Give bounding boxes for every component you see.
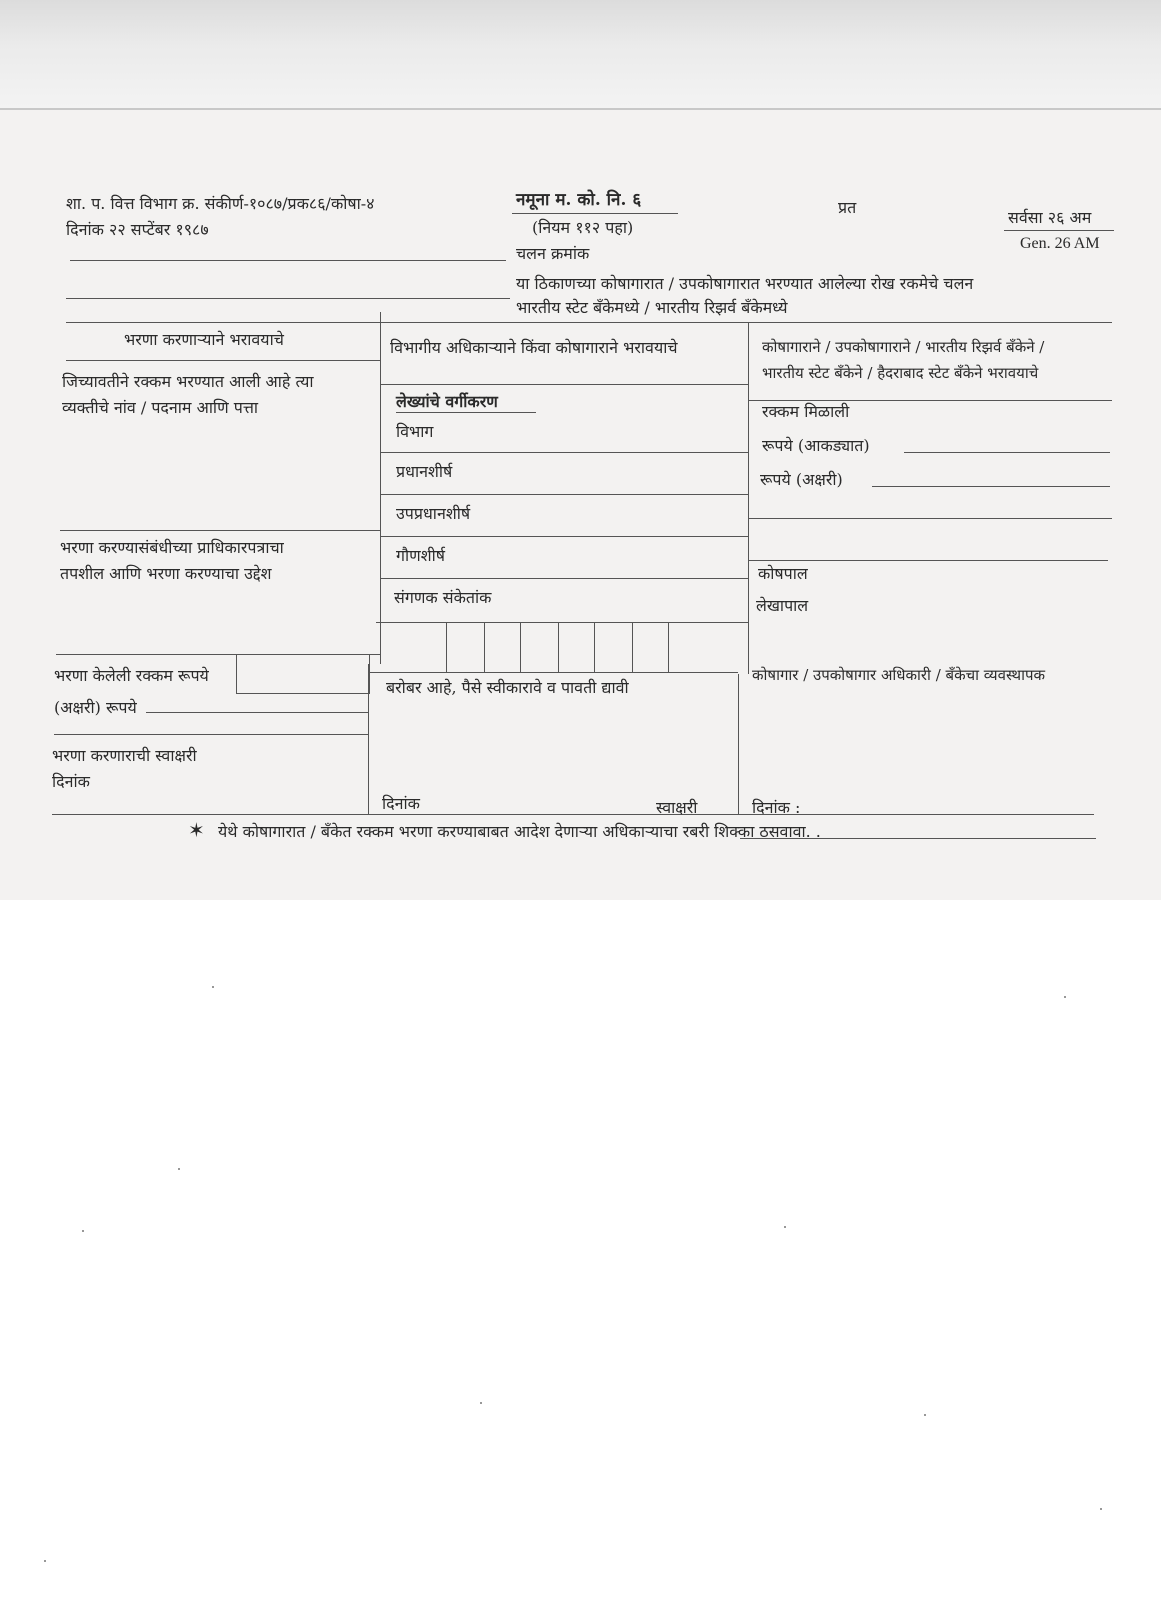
form-code-english: Gen. 26 AM xyxy=(1020,235,1100,252)
rupees-in-figures-field[interactable] xyxy=(904,452,1110,453)
scan-speck xyxy=(178,1168,180,1170)
column-divider-2-lower xyxy=(738,674,739,814)
challan-form-paper xyxy=(0,108,1161,900)
scan-speck xyxy=(480,1402,482,1404)
amount-in-words-field[interactable] xyxy=(146,712,368,713)
computer-code-row-rule xyxy=(376,622,748,623)
code-boxes-bottom-rule xyxy=(370,672,738,673)
code-box-divider xyxy=(594,622,595,672)
payer-details-label-line1: जिच्यावतीने रक्कम भरण्यात आली आहे त्या xyxy=(62,372,314,391)
code-box-divider xyxy=(558,622,559,672)
treasury-officer-label: कोषागार / उपकोषागार अधिकारी / बँकेचा व्यवस्थापक xyxy=(752,666,1046,684)
header-left-rule xyxy=(70,260,506,261)
amount-in-words-label: (अक्षरी) रूपये xyxy=(54,698,137,717)
treasury-date-label: दिनांक : xyxy=(752,798,801,817)
payer-details-label-line2: व्यक्तीचे नांव / पदनाम आणि पत्ता xyxy=(62,398,259,417)
amount-paid-label: भरणा केलेली रक्कम रूपये xyxy=(54,666,209,685)
form-title: नमूना म. को. नि. ६ xyxy=(516,190,642,210)
major-head-row-rule xyxy=(380,494,748,495)
scan-speck xyxy=(784,1226,786,1228)
footnote-star-icon: ✶ xyxy=(188,818,205,842)
reference-date: दिनांक २२ सप्टेंबर १९८७ xyxy=(66,220,209,239)
rule-reference: (नियम ११२ पहा) xyxy=(532,218,634,237)
scan-background-top xyxy=(0,0,1161,115)
department-signature-label: स्वाक्षरी xyxy=(656,798,698,817)
sub-major-head-label: उपप्रधानशीर्ष xyxy=(396,504,471,523)
scan-speck xyxy=(1064,996,1066,998)
sub-major-head-row-rule xyxy=(380,536,748,537)
major-head-label: प्रधानशीर्ष xyxy=(396,462,453,481)
approval-statement: बरोबर आहे, पैसे स्वीकारावे व पावती द्यावी xyxy=(386,678,629,697)
scan-speck xyxy=(924,1414,926,1416)
code-box-divider xyxy=(668,622,669,672)
scan-speck xyxy=(1100,1508,1102,1510)
challan-purpose-line2: भारतीय स्टेट बँकेमध्ये / भारतीय रिझर्व बँकेमध्ये xyxy=(516,298,788,317)
scan-speck xyxy=(212,986,214,988)
treasury-section-heading-line1: कोषागाराने / उपकोषागाराने / भारतीय रिझर्व बँकेने / xyxy=(762,338,1045,356)
challan-purpose-line1: या ठिकाणच्या कोषागारात / उपकोषागारात भरण्यात आलेल्या रोख रकमेचे चलन xyxy=(516,274,974,293)
authority-details-label-line2: तपशील आणि भरणा करण्याचा उद्देश xyxy=(60,564,272,583)
copy-label: प्रत xyxy=(838,198,857,217)
minor-head-row-rule xyxy=(380,578,748,579)
code-box-divider xyxy=(520,622,521,672)
col1-amount-rule xyxy=(54,734,368,735)
accountant-label: लेखापाल xyxy=(756,596,809,615)
column-divider-2 xyxy=(748,322,749,674)
amount-received-label: रक्कम मिळाली xyxy=(762,402,850,421)
computer-code-label: संगणक संकेतांक xyxy=(394,588,492,607)
form-code-divider xyxy=(1004,230,1114,231)
scan-speck xyxy=(82,1230,84,1232)
col3-heading-rule xyxy=(748,400,1112,401)
code-box-divider xyxy=(632,622,633,672)
form-code-marathi: सर्वसा २६ अम xyxy=(1008,208,1092,227)
account-classification-heading: लेख्यांचे वर्गीकरण xyxy=(396,392,498,411)
scan-speck xyxy=(44,1560,46,1562)
col1-heading-rule xyxy=(66,360,380,361)
table-top-rule-left xyxy=(66,298,510,299)
table-top-rule xyxy=(66,322,1112,323)
authority-details-label-line1: भरणा करण्यासंबंधीच्या प्राधिकारपत्राचा xyxy=(60,538,284,557)
department-section-heading: विभागीय अधिकाऱ्याने किंवा कोषागाराने भरावयाचे xyxy=(390,338,678,357)
code-box-divider xyxy=(446,622,447,672)
rupees-in-words-label: रूपये (अक्षरी) xyxy=(760,470,843,489)
department-date-label: दिनांक xyxy=(382,794,420,813)
rubber-stamp-note: येथे कोषागारात / बँकेत रक्कम भरणा करण्याबाबत आदेश देणाऱ्या अधिकाऱ्याचा रबरी शिक्का ठसवावा. . xyxy=(218,822,821,841)
government-reference: शा. प. वित्त विभाग क्र. संकीर्ण-१०८७/प्रक८६/कोषा-४ xyxy=(66,194,375,213)
department-row-rule xyxy=(380,452,748,453)
challan-number-label: चलन क्रमांक xyxy=(516,244,590,263)
column-divider-1 xyxy=(380,312,381,664)
col3-blank-row-rule xyxy=(748,560,1108,561)
code-box-divider xyxy=(484,622,485,672)
title-underline xyxy=(512,213,678,214)
minor-head-label: गौणशीर्ष xyxy=(396,546,445,565)
rupees-in-words-field[interactable] xyxy=(872,486,1110,487)
amount-paid-field[interactable] xyxy=(236,654,370,694)
classification-underline xyxy=(396,412,536,413)
col1-payer-rule xyxy=(60,530,380,531)
payer-signature-label: भरणा करणाराची स्वाक्षरी xyxy=(52,746,197,765)
department-label: विभाग xyxy=(396,422,434,441)
table-bottom-rule xyxy=(52,814,1094,815)
payer-section-heading: भरणा करणाऱ्याने भरावयाचे xyxy=(124,330,284,349)
treasurer-label: कोषपाल xyxy=(758,564,808,583)
col3-amount-rule xyxy=(748,518,1112,519)
col2-heading-rule xyxy=(380,384,748,385)
rupees-in-figures-label: रूपये (आकड्यात) xyxy=(762,436,870,455)
treasury-section-heading-line2: भारतीय स्टेट बँकेने / हैदराबाद स्टेट बँकेने भरावयाचे xyxy=(762,364,1039,382)
payer-date-label: दिनांक xyxy=(52,772,90,791)
